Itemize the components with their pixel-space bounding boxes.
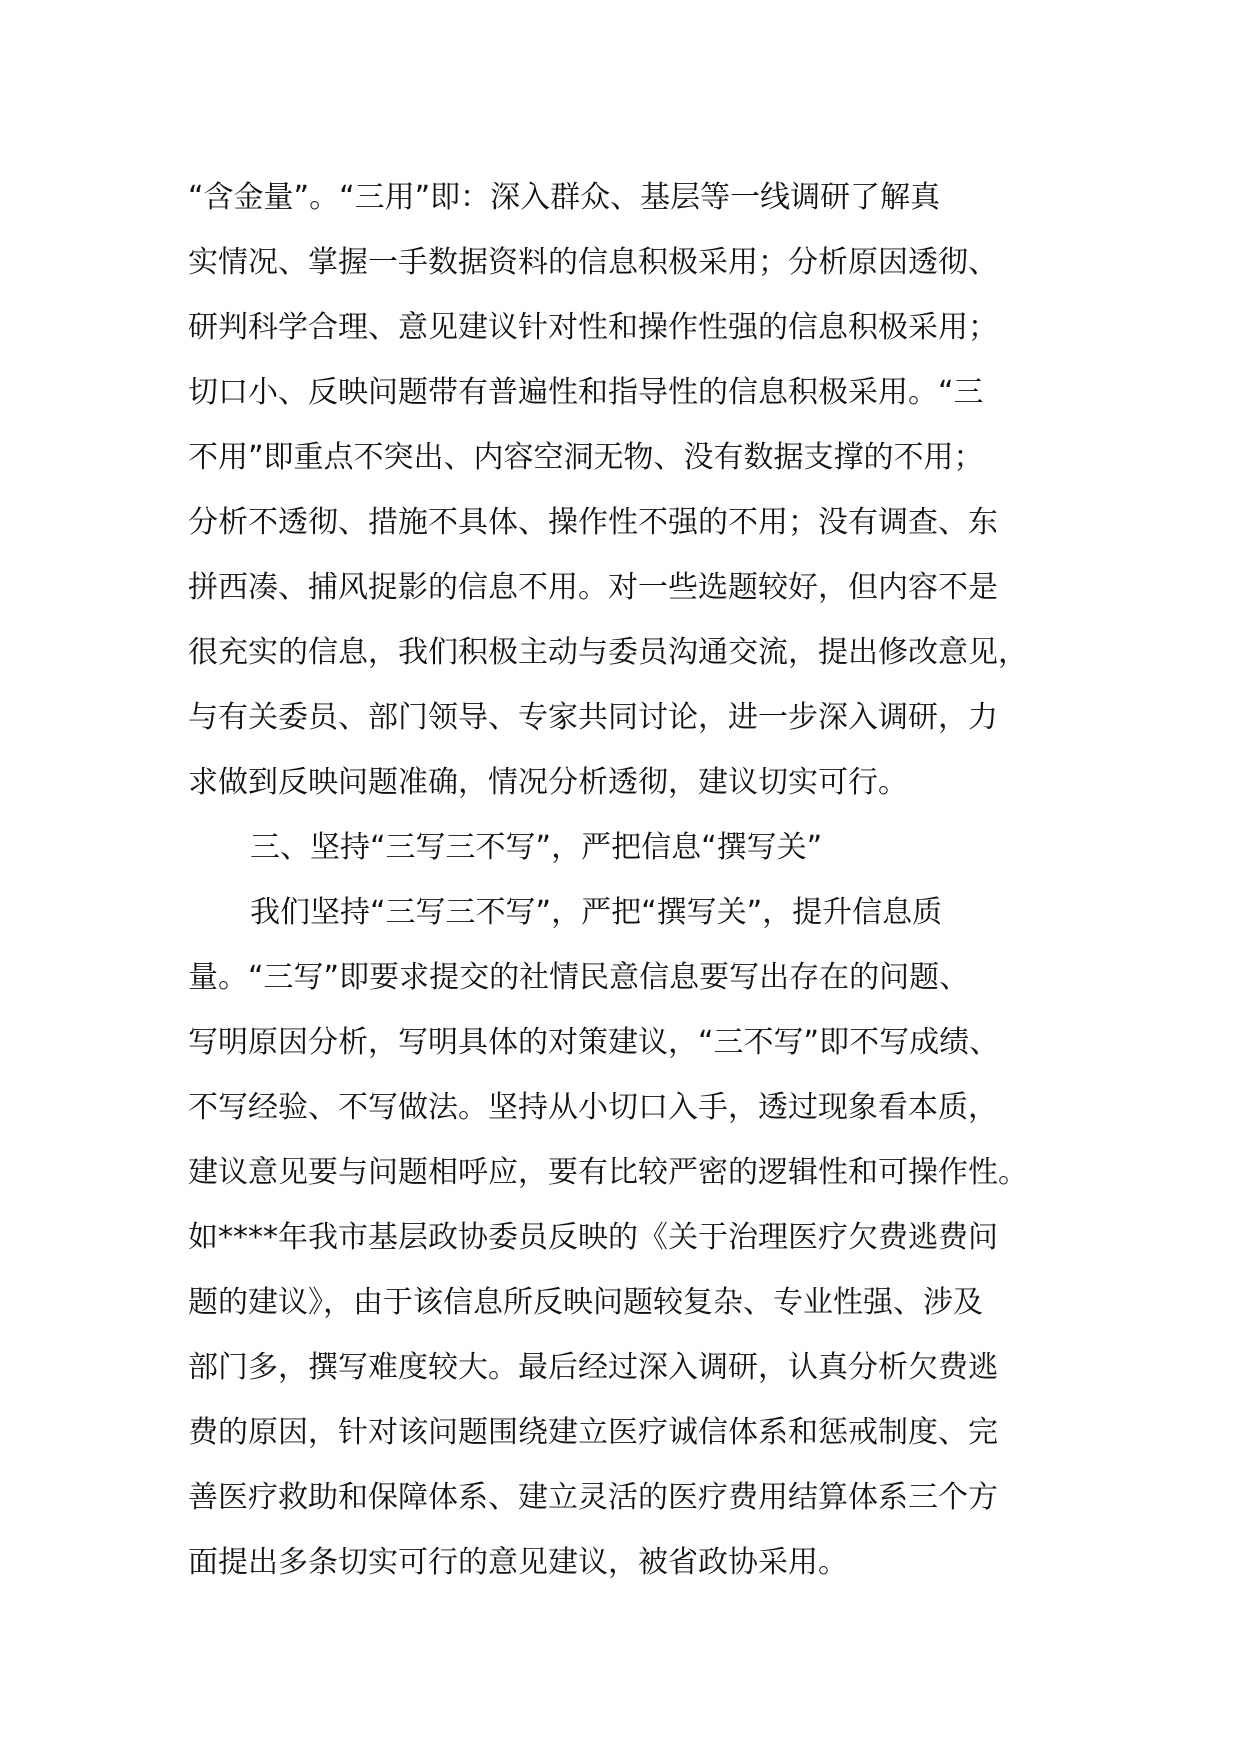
text-line: 善医疗救助和保障体系、建立灵活的医疗费用结算体系三个方 <box>188 1480 998 1515</box>
text-line: 拼西凑、捕风捉影的信息不用。对一些选题较好，但内容不是 <box>188 570 998 605</box>
text-line: 不用”即重点不突出、内容空洞无物、没有数据支撑的不用； <box>188 440 984 475</box>
text-line: 求做到反映问题准确，情况分析透彻，建议切实可行。 <box>188 765 908 800</box>
text-line: 题的建议》，由于该信息所反映问题较复杂、专业性强、涉及 <box>188 1285 983 1320</box>
text-line: 我们坚持“三写三不写”，严把“撰写关”，提升信息质 <box>250 895 943 930</box>
section-heading: 三、坚持“三写三不写”，严把信息“撰写关” <box>250 830 823 865</box>
text-line: 量。“三写”即要求提交的社情民意信息要写出存在的问题、 <box>188 960 970 995</box>
text-line: 与有关委员、部门领导、专家共同讨论，进一步深入调研，力 <box>188 700 998 735</box>
text-line: 分析不透彻、措施不具体、操作性不强的不用；没有调查、东 <box>188 505 998 540</box>
text-line: 实情况、掌握一手数据资料的信息积极采用；分析原因透彻、 <box>188 245 998 280</box>
text-line: 不写经验、不写做法。坚持从小切口入手，透过现象看本质， <box>188 1090 998 1125</box>
text-line: 研判科学合理、意见建议针对性和操作性强的信息积极采用； <box>188 310 998 345</box>
text-line: 部门多，撰写难度较大。最后经过深入调研，认真分析欠费逃 <box>188 1350 998 1385</box>
text-line: 建议意见要与问题相呼应，要有比较严密的逻辑性和可操作性。 <box>188 1155 1028 1190</box>
text-line: 很充实的信息，我们积极主动与委员沟通交流，提出修改意见， <box>188 635 1028 670</box>
body-text <box>188 165 1068 1595</box>
text-line: 费的原因，针对该问题围绕建立医疗诚信体系和惩戒制度、完 <box>188 1415 998 1450</box>
text-line: “含金量”。“三用”即：深入群众、基层等一线调研了解真 <box>188 180 941 215</box>
text-line: 面提出多条切实可行的意见建议，被省政协采用。 <box>188 1545 848 1580</box>
text-line: 写明原因分析，写明具体的对策建议，“三不写”即不写成绩、 <box>188 1025 1000 1060</box>
text-line: 如****年我市基层政协委员反映的《关于治理医疗欠费逃费问 <box>188 1220 998 1255</box>
text-line: 切口小、反映问题带有普遍性和指导性的信息积极采用。“三 <box>188 375 984 410</box>
